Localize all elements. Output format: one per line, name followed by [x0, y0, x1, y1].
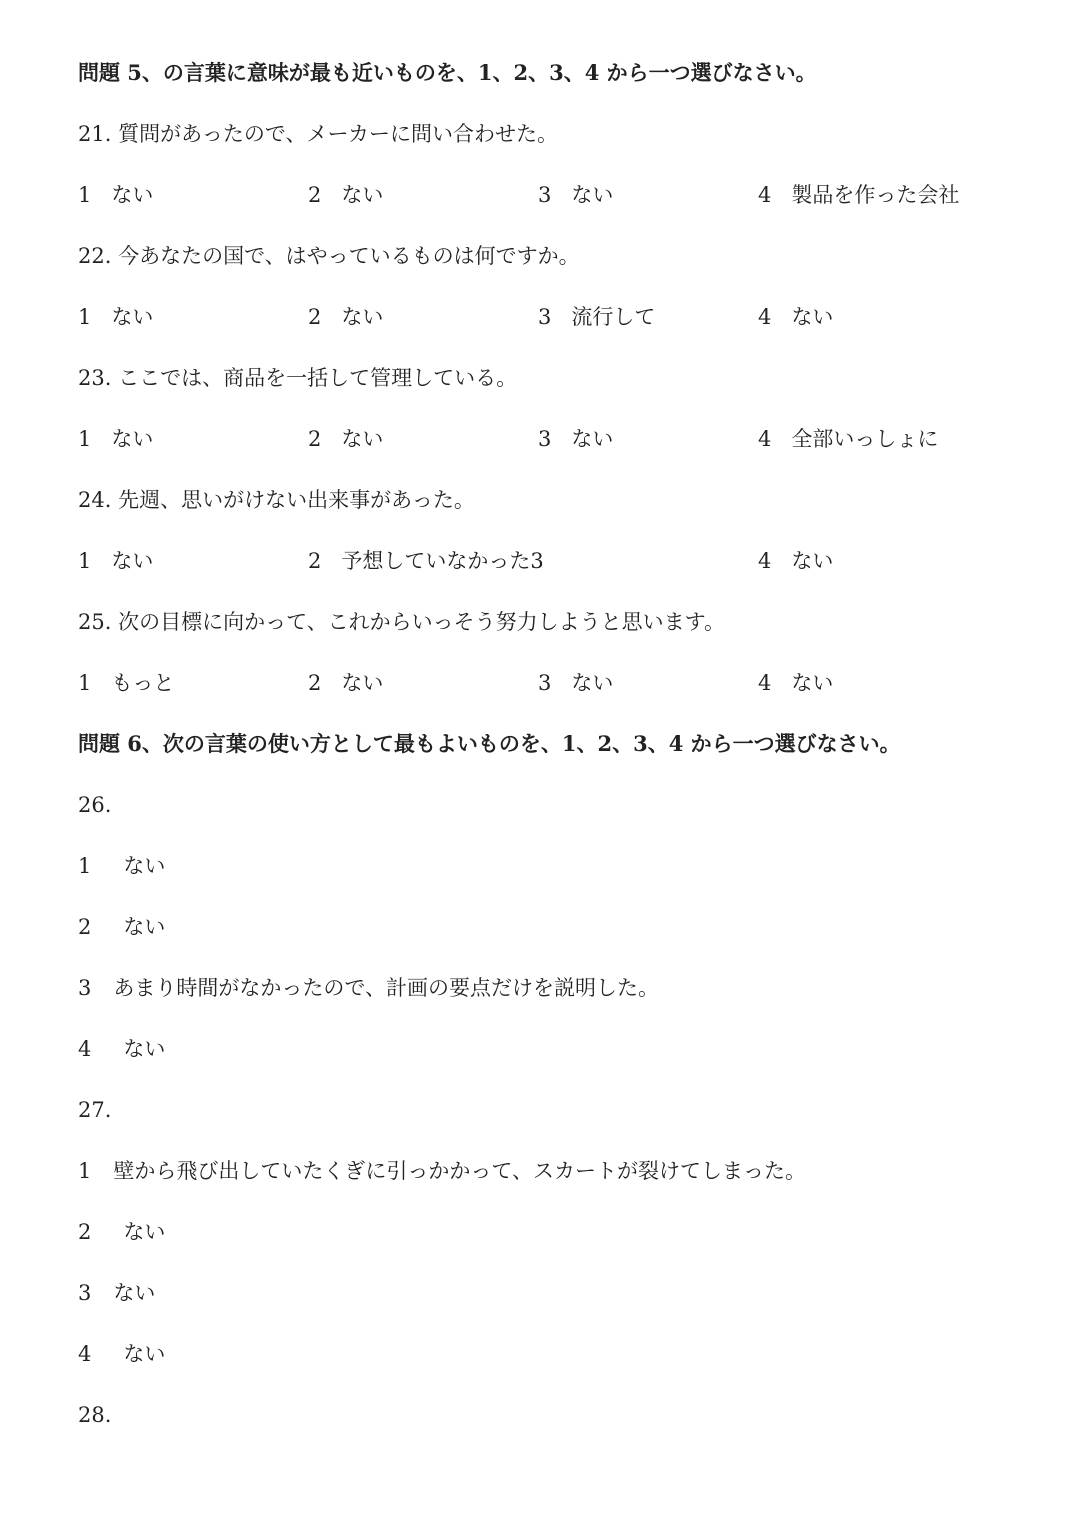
option-4: 4 ない: [758, 305, 834, 329]
question-26-option-3: 3 あまり時間がなかったので、計画の要点だけを説明した。: [78, 976, 659, 1000]
option-2: 2 ない: [308, 427, 384, 451]
question-28: 28.: [78, 1403, 112, 1427]
question-25: 25. 次の目標に向かって、これからいっそう努力しようと思います。: [78, 610, 725, 634]
option-1: 1 ない: [78, 427, 154, 451]
option-3: 3 流行して: [538, 305, 656, 329]
option-4: 4 全部いっしょに: [758, 427, 939, 451]
question-21: 21. 質問があったので、メーカーに問い合わせた。: [78, 122, 559, 146]
question-27-option-4: 4 ない: [78, 1342, 166, 1366]
option-1: 1 ない: [78, 305, 154, 329]
question-24: 24. 先週、思いがけない出来事があった。: [78, 488, 475, 512]
question-26-option-2: 2 ない: [78, 915, 166, 939]
question-23: 23. ここでは、商品を一括して管理している。: [78, 366, 518, 390]
option-4: 4 ない: [758, 671, 834, 695]
option-1: 1 ない: [78, 549, 154, 573]
option-3: 3 ない: [538, 427, 614, 451]
question-26-option-4: 4 ない: [78, 1037, 166, 1061]
option-3: 3 ない: [538, 183, 614, 207]
option-1: 1 ない: [78, 183, 154, 207]
question-22: 22. 今あなたの国で、はやっているものは何ですか。: [78, 244, 580, 268]
question-27-option-2: 2 ない: [78, 1220, 166, 1244]
question-26: 26.: [78, 793, 112, 817]
question-22-options: [78, 302, 1038, 332]
option-2: 2 ない: [308, 183, 384, 207]
option-2: 2 ない: [308, 671, 384, 695]
question-21-options: [78, 180, 1038, 210]
question-27-option-1: 1 壁から飛び出していたくぎに引っかかって、スカートが裂けてしまった。: [78, 1159, 806, 1183]
option-2: 2 予想していなかった3: [308, 549, 544, 573]
section-6-heading: 問題 6、次の言葉の使い方として最もよいものを、1、2、3、4 から一つ選びなさい。: [78, 731, 901, 756]
option-3: 3 ない: [538, 671, 614, 695]
option-2: 2 ない: [308, 305, 384, 329]
option-4: 4 製品を作った会社: [758, 183, 960, 207]
question-27: 27.: [78, 1098, 112, 1122]
question-26-option-1: 1 ない: [78, 854, 166, 878]
question-25-options: [78, 668, 1038, 698]
option-4: 4 ない: [758, 549, 834, 573]
question-24-options: [78, 546, 1038, 576]
question-27-option-3: 3 ない: [78, 1281, 156, 1305]
section-5-heading: 問題 5、の言葉に意味が最も近いものを、1、2、3、4 から一つ選びなさい。: [78, 60, 817, 85]
option-1: 1 もっと: [78, 671, 175, 695]
question-23-options: [78, 424, 1038, 454]
